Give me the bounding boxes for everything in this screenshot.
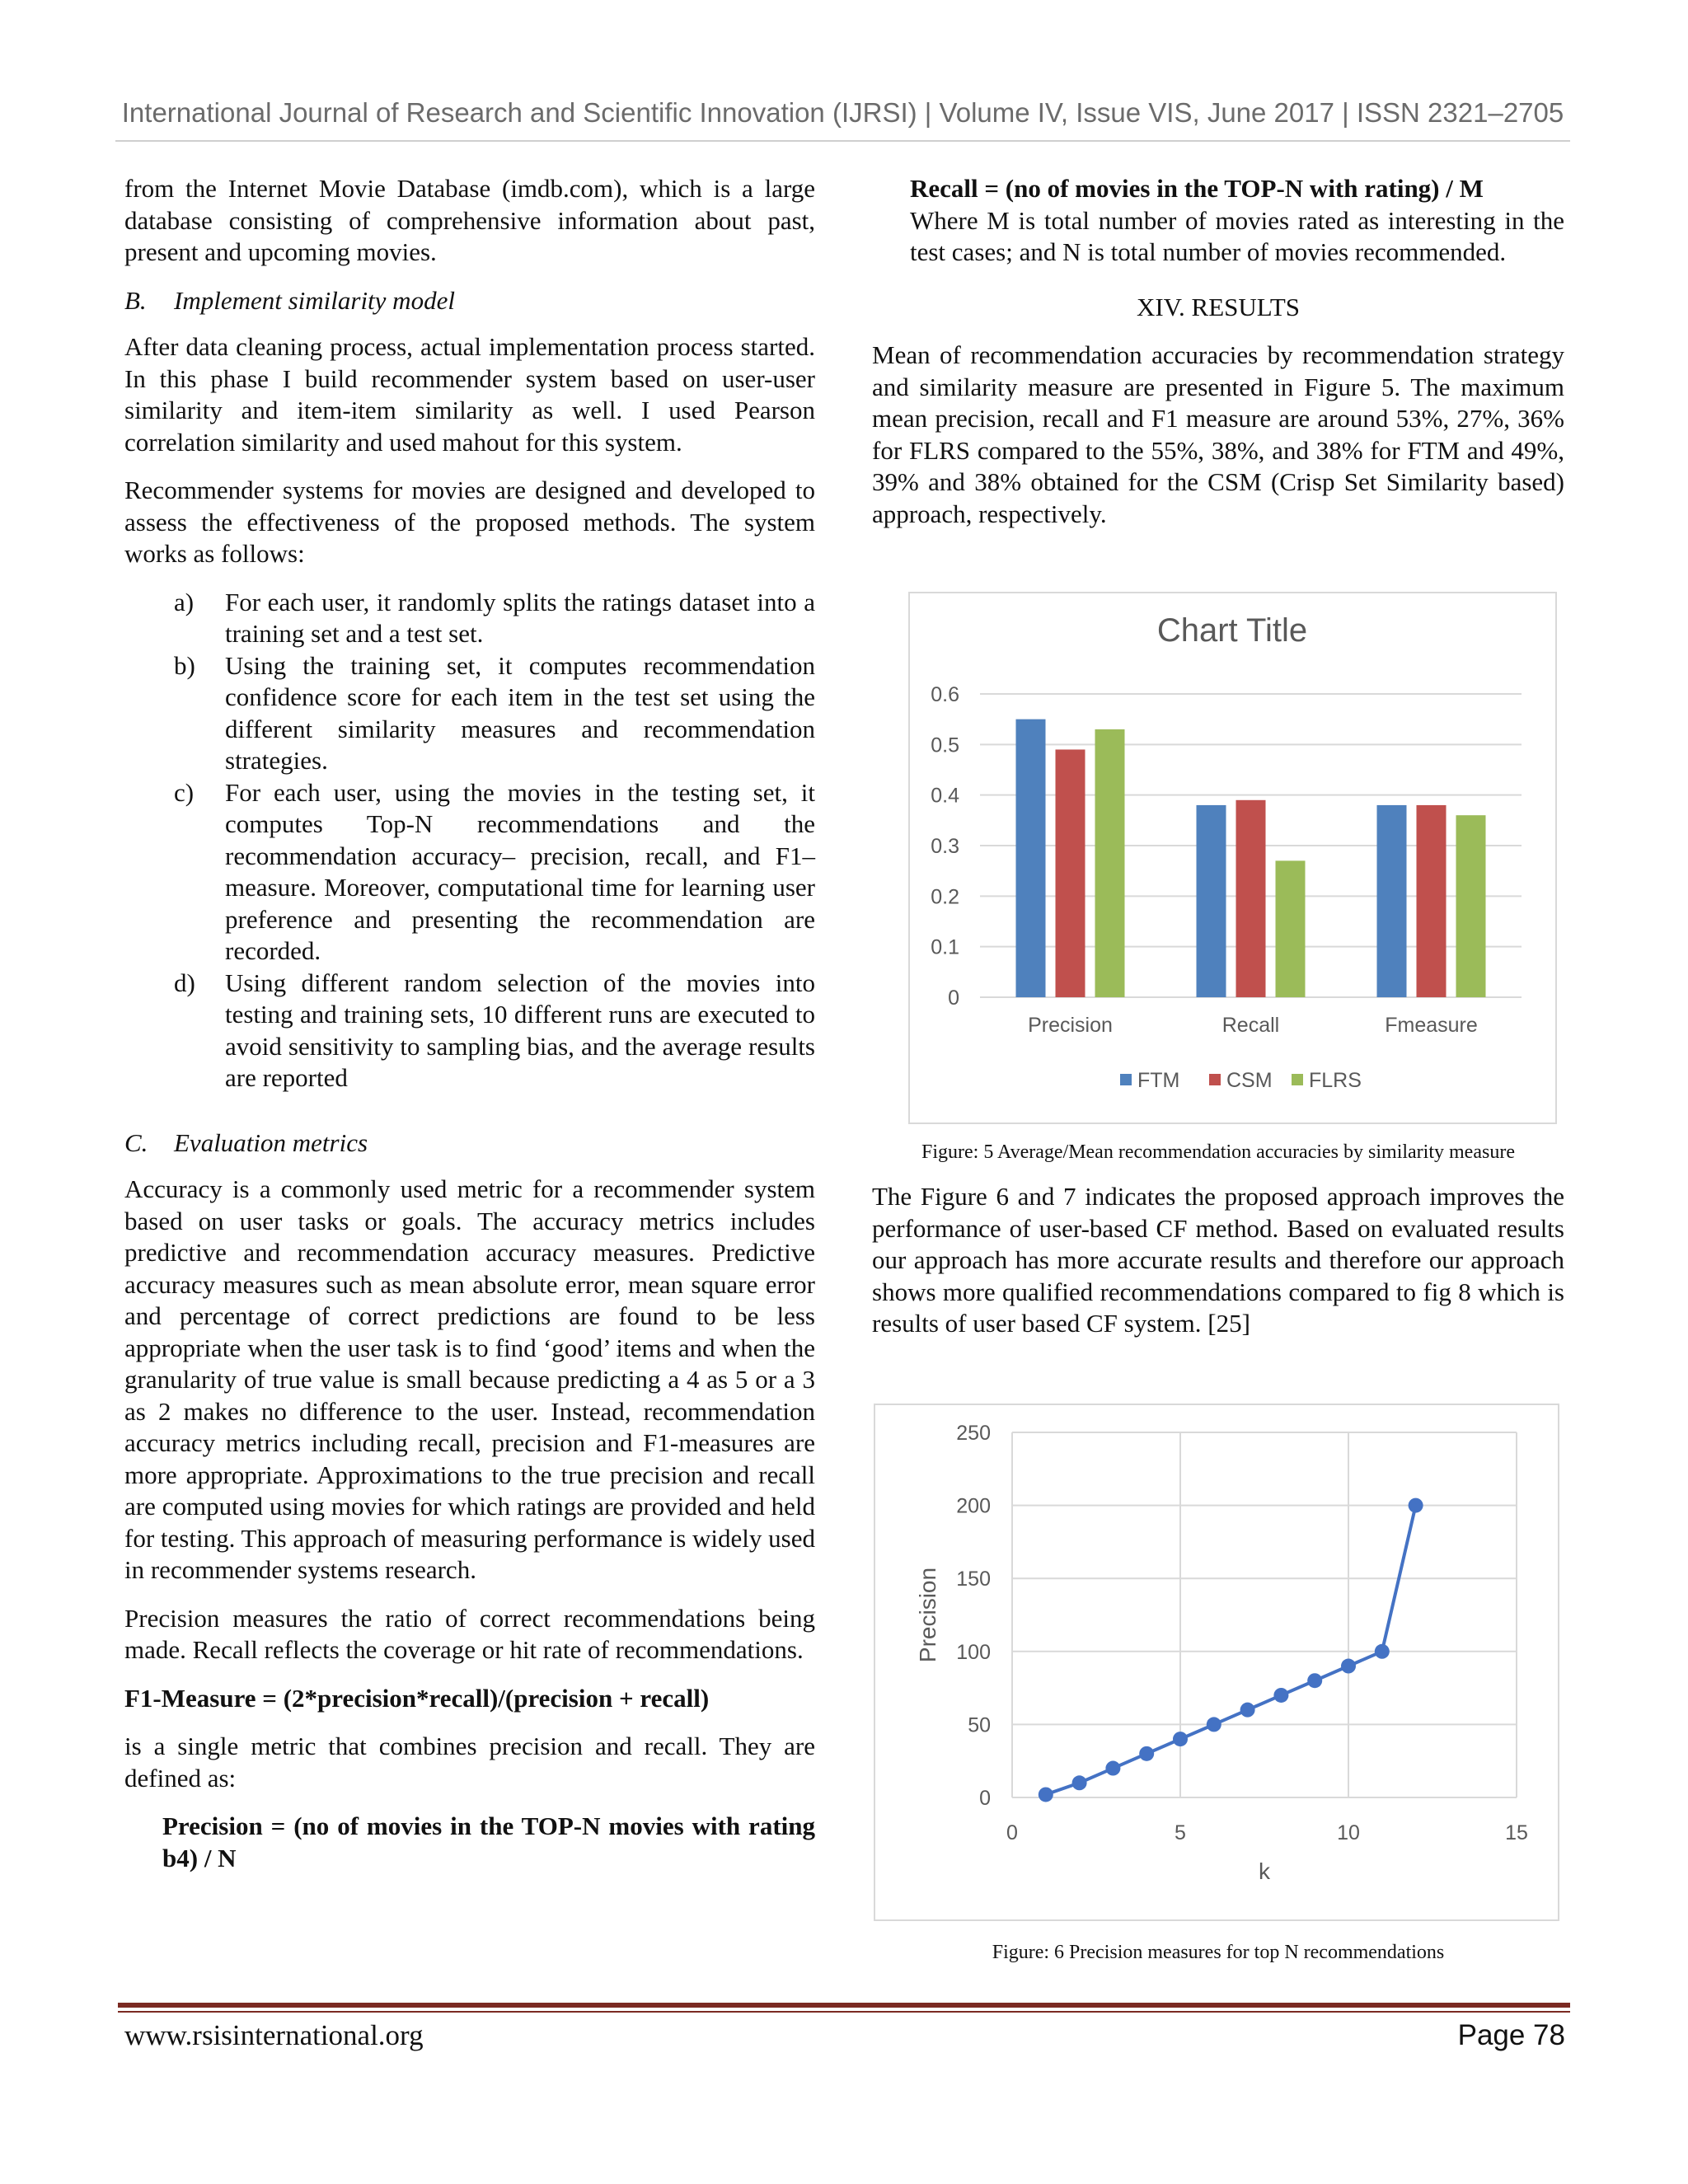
- figure-5-caption: Figure: 5 Average/Mean recommendation accuracies by similarity measure: [921, 1141, 1515, 1163]
- y-tick-label: 0.1: [931, 935, 959, 959]
- recall-description: Where M is total number of movies rated as interesting in the test cases; and N is total number of movies recommended.: [910, 205, 1564, 266]
- data-point: [1207, 1717, 1221, 1732]
- x-tick-label: Precision: [1028, 1014, 1113, 1037]
- section-b-heading: B. Implement similarity model: [124, 285, 455, 315]
- chart-title: Chart Title: [1156, 612, 1308, 649]
- x-tick-label: 10: [1337, 1821, 1360, 1844]
- data-point: [1105, 1761, 1120, 1776]
- x-tick-label: 5: [1175, 1821, 1186, 1844]
- y-tick-label: 150: [956, 1568, 991, 1591]
- line-chart: [875, 1405, 1558, 1919]
- legend-swatch: [1120, 1074, 1132, 1085]
- data-point: [1072, 1775, 1087, 1790]
- legend-label: FTM: [1137, 1069, 1180, 1092]
- y-tick-label: 50: [968, 1713, 991, 1737]
- list-item: b) Using the training set, it computes recommendation confidence score for each item in the test set using the different similarity measures and recommendation strategies.: [174, 650, 815, 775]
- data-point: [1273, 1688, 1288, 1703]
- x-tick-label: Recall: [1221, 1014, 1280, 1037]
- data-point: [1341, 1659, 1356, 1674]
- data-point: [1375, 1644, 1390, 1659]
- footer-rule: [118, 2003, 1570, 2008]
- bar-chart: [910, 593, 1555, 1122]
- legend-swatch: [1292, 1074, 1303, 1085]
- y-tick-label: 200: [956, 1494, 991, 1518]
- x-tick-label: 15: [1505, 1821, 1528, 1844]
- figure-6-paragraph: The Figure 6 and 7 indicates the proposed approach improves the performance of user-based CF method. Based on evaluated results our approach has more accurate results and therefore our approach shows more qualified recommendations compared to fig 8 which is results of user based CF system. [25]: [872, 1182, 1564, 1338]
- bar-flrs-recall: [1276, 860, 1306, 997]
- bar-csm-fmeasure: [1417, 805, 1447, 997]
- f1-formula: F1-Measure = (2*precision*recall)/(precision + recall): [124, 1683, 710, 1713]
- data-point: [1240, 1703, 1255, 1718]
- x-tick-label: Fmeasure: [1385, 1014, 1478, 1037]
- y-tick-label: 0: [948, 987, 959, 1010]
- y-tick-label: 0: [979, 1787, 991, 1810]
- y-tick-label: 0.3: [931, 835, 959, 858]
- paragraph-accuracy: Accuracy is a commonly used metric for a recommender system based on user tasks or goals. The accuracy metrics includes predictive and recommendation accuracy measures. Predictive accuracy measures such as mean absolute error, mean square error and percentage of correct predictions are found to be less appropriate when the user task is to find ‘good’ items and when the granularity of true value is small because predicting a 4 as 5 or a 3 as 2 makes no difference to the user. Instead, recommendation accuracy metrics including recall, precision and F1-measures are more appropriate. Approximations to the true precision and recall are computed using movies for which ratings are provided and held for testing. This approach of measuring performance is widely used in recommender systems research.: [124, 1174, 815, 1584]
- y-tick-label: 250: [956, 1422, 991, 1445]
- list-item: a) For each user, it randomly splits the ratings dataset into a training set and a test set.: [174, 587, 815, 648]
- footer-website: www.rsisinternational.org: [124, 2019, 424, 2051]
- paragraph-implementation: After data cleaning process, actual implementation process started. In this phase I build recommender system based on user-user similarity and item-item similarity as well. I used Pearson correlation similarity and used mahout for this system.: [124, 332, 815, 457]
- bar-csm-recall: [1236, 800, 1266, 997]
- paragraph-definitions: is a single metric that combines precision and recall. They are defined as:: [124, 1732, 815, 1793]
- y-tick-label: 0.4: [931, 784, 959, 808]
- y-tick-label: 0.2: [931, 885, 959, 909]
- data-point: [1039, 1787, 1053, 1802]
- bar-csm-precision: [1056, 749, 1085, 997]
- precision-formula: Precision = (no of movies in the TOP-N movies with rating b4) / N: [162, 1811, 815, 1872]
- data-point: [1307, 1673, 1322, 1688]
- list-item: d) Using different random selection of the movies into testing and training sets, 10 different runs are executed to avoid sensitivity to sampling bias, and the average results are reported: [174, 968, 815, 1092]
- results-paragraph: Mean of recommendation accuracies by recommendation strategy and similarity measure are presented in Figure 5. The maximum mean precision, recall and F1 measure are around 53%, 27%, 36% for FLRS compared to the 55%, 38%, and 38% for FTM and 49%, 39% and 38% obtained for the CSM (Crisp Set Similarity based) approach, respectively.: [872, 340, 1564, 528]
- right-column: [872, 173, 1564, 530]
- figure-6-caption: Figure: 6 Precision measures for top N recommendations: [992, 1942, 1445, 1963]
- paragraph-system-overview: Recommender systems for movies are designed and developed to assess the effectiveness of the proposed methods. The system works as follows:: [124, 476, 815, 568]
- y-tick-label: 0.5: [931, 733, 959, 757]
- legend-label: CSM: [1226, 1069, 1273, 1092]
- paragraph-precision-recall: Precision measures the ratio of correct recommendations being made. Recall reflects the coverage or hit rate of recommendations.: [124, 1603, 815, 1664]
- bar-ftm-precision: [1016, 719, 1046, 997]
- y-tick-label: 0.6: [931, 683, 959, 706]
- x-axis-label: k: [1259, 1858, 1270, 1884]
- left-column: [124, 173, 815, 1874]
- list-item: c) For each user, using the movies in the testing set, it computes Top-N recommendations and the recommendation accuracy– precision, recall, and F1–measure. Moreover, computational time for learning user preference and presenting the recommendation are recorded.: [174, 777, 815, 965]
- intro-paragraph: from the Internet Movie Database (imdb.com), which is a large database consisting of comprehensive information about past, present and upcoming movies.: [124, 174, 815, 266]
- recall-formula: Recall = (no of movies in the TOP-N with rating) / M: [910, 174, 1484, 203]
- y-axis-label: Precision: [915, 1567, 940, 1663]
- journal-header: International Journal of Research and Scientific Innovation (IJRSI) | Volume IV, Issue VIS, June 2017 | ISSN 2321–2705: [115, 97, 1570, 142]
- section-c-heading: C. Evaluation metrics: [124, 1127, 368, 1157]
- x-tick-label: 0: [1006, 1821, 1018, 1844]
- bar-flrs-precision: [1095, 729, 1125, 997]
- data-point: [1409, 1498, 1423, 1513]
- y-tick-label: 100: [956, 1640, 991, 1664]
- legend-label: FLRS: [1309, 1069, 1362, 1092]
- page-number: Page 78: [1457, 2019, 1565, 2051]
- steps-list: [124, 587, 815, 1094]
- figure-discussion: [872, 1181, 1564, 1340]
- data-point: [1173, 1732, 1188, 1746]
- figure-5-box: [908, 592, 1557, 1124]
- data-point: [1139, 1746, 1154, 1761]
- bar-flrs-fmeasure: [1456, 815, 1486, 997]
- footer-rule-thin: [118, 2011, 1570, 2013]
- bar-ftm-fmeasure: [1377, 805, 1407, 997]
- results-heading: XIV. RESULTS: [1136, 292, 1301, 321]
- series-line: [1046, 1506, 1416, 1795]
- figure-6-box: [874, 1404, 1559, 1921]
- legend-swatch: [1209, 1074, 1221, 1085]
- bar-ftm-recall: [1197, 805, 1226, 997]
